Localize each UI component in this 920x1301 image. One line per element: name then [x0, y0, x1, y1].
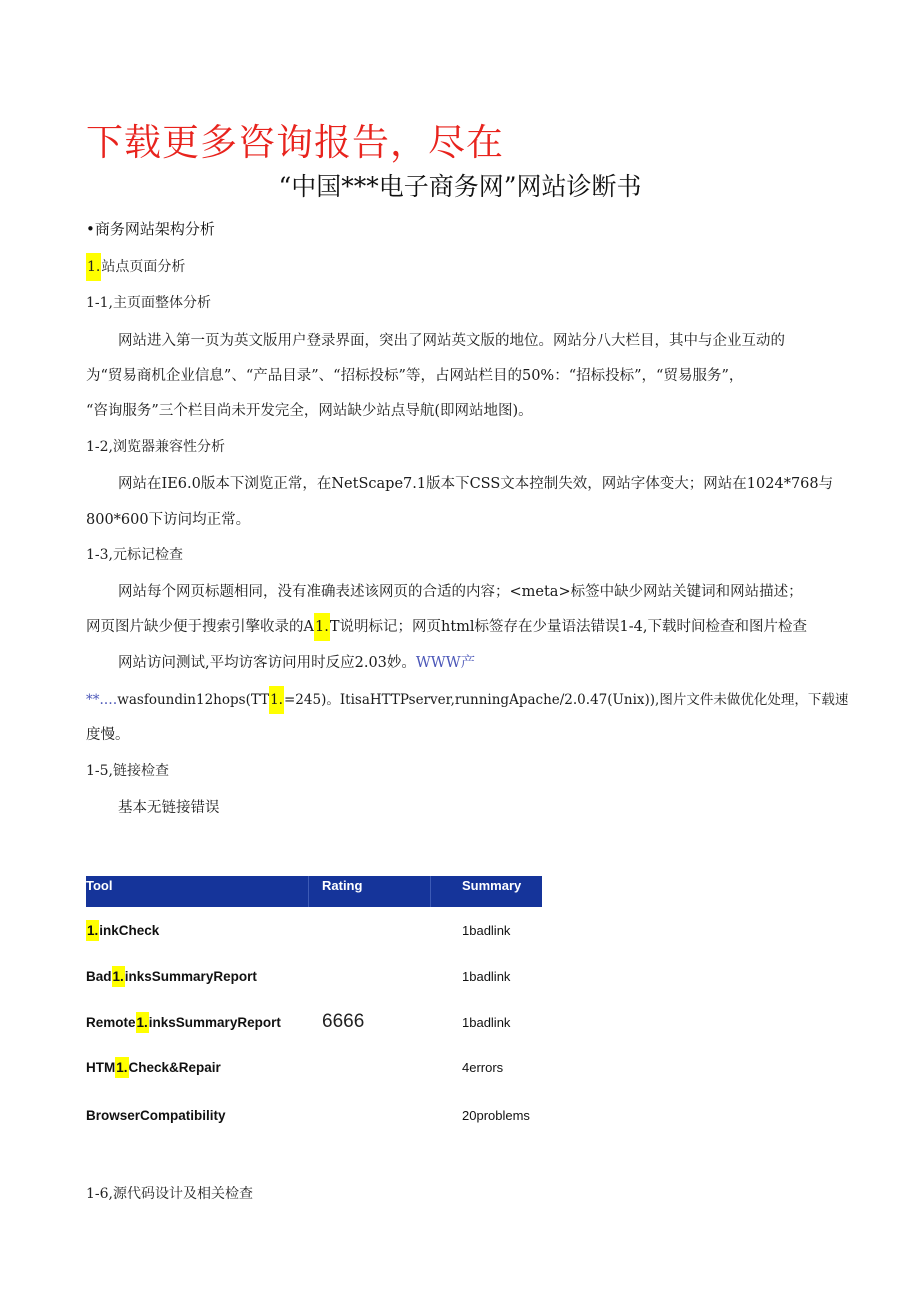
paragraph-line: 800*600下访问均正常。 [86, 512, 251, 528]
heading-1-text: 站点页面分析 [101, 259, 186, 275]
heading-1-6: 1-6,源代码设计及相关检查 [86, 1186, 253, 1202]
paragraph-line: 网站每个网页标题相同，没有准确表述该网页的合适的内容；<meta>标签中缺少网站关键词和网站描述； [118, 584, 803, 600]
table-row-tool [86, 923, 159, 938]
tool-name: inksSummaryReport [148, 1015, 281, 1030]
link-text[interactable]: WWW产 [415, 655, 476, 671]
paragraph-line: 网站进入第一页为英文版用户登录界面，突出了网站英文版的地位。网站分八大栏目，其中与企业互动的 [118, 333, 785, 349]
heading-1-3: 1-3,元标记检查 [86, 547, 183, 563]
document-title: “中国***电子商务网”网站诊断书 [278, 172, 642, 201]
text-segment: =245)。ItisaHTTPserver,runningApache/2.0.47(Unix)),图片文件未做优化处理，下载速 [283, 692, 849, 708]
column-header-summary: Summary [462, 878, 522, 893]
text-segment: 网页图片缺少便于搜索引擎收录的A [86, 619, 314, 635]
paragraph-line [86, 615, 807, 636]
tool-name: Check&Repair [128, 1060, 221, 1075]
column-divider [308, 876, 309, 907]
table-row-rating: 6666 [322, 1011, 365, 1032]
paragraph-line: 为“贸易商机企业信息”、“产品目录”、“招标投标”等，占网站栏目的50%：“招标投标”，“贸易服务”， [86, 368, 744, 384]
section-heading: •商务网站架构分析 [86, 220, 215, 238]
paragraph-line: 基本无链接错误 [118, 800, 220, 816]
highlighted-number: 1. [86, 253, 101, 281]
column-header-tool: Tool [86, 878, 113, 893]
table-row-tool [86, 969, 257, 984]
tool-name: Bad [86, 969, 112, 984]
highlighted-text: 1. [136, 1012, 149, 1033]
paragraph-line: 度慢。 [86, 727, 130, 743]
highlighted-text: 1. [115, 1057, 128, 1078]
table-row-tool [86, 1015, 281, 1030]
highlighted-text: 1. [269, 686, 284, 714]
table-row-tool [86, 1108, 226, 1123]
paragraph-line: “咨询服务”三个栏目尚未开发完全，网站缺少站点导航(即网站地图)。 [86, 403, 533, 419]
link-text[interactable]: **.… [86, 692, 118, 708]
highlighted-text: 1. [112, 966, 125, 987]
paragraph-line [86, 688, 848, 708]
table-row-summary: 1badlink [462, 1015, 511, 1030]
tool-name: HTM [86, 1060, 116, 1075]
heading-1 [86, 256, 185, 276]
table-row-summary: 1badlink [462, 923, 511, 938]
tool-name: inksSummaryReport [124, 969, 257, 984]
heading-1-2: 1-2,浏览器兼容性分析 [86, 439, 225, 455]
table-row-summary: 4errors [462, 1060, 504, 1075]
paragraph-line [118, 651, 475, 672]
tool-name: inkCheck [99, 923, 160, 938]
text-segment: 网站访问测试,平均访客访问用时反应2.03妙。 [118, 655, 416, 671]
column-divider [430, 876, 431, 907]
highlighted-text: 1. [86, 920, 99, 941]
table-row-summary: 20problems [462, 1108, 530, 1123]
highlighted-text: 1. [314, 613, 330, 641]
table-row-tool [86, 1060, 221, 1075]
text-segment: T说明标记；网页html标签存在少量语法错误1-4,下载时间检查和图片检查 [329, 619, 808, 635]
text-segment: wasfoundin12hops(TT [117, 692, 270, 708]
heading-1-5: 1-5,链接检查 [86, 763, 169, 779]
paragraph-line: 网站在IE6.0版本下浏览正常，在NetScape7.1版本下CSS文本控制失效，网站字体变大；网站在1024*768与 [118, 476, 834, 492]
tool-name: BrowserCompatibility [86, 1108, 226, 1123]
column-header-rating: Rating [322, 878, 363, 893]
table-row-summary: 1badlink [462, 969, 511, 984]
promo-banner: 下载更多咨询报告，尽在 [86, 121, 504, 164]
tool-name: Remote [86, 1015, 136, 1030]
heading-1-1: 1-1,主页面整体分析 [86, 295, 211, 311]
